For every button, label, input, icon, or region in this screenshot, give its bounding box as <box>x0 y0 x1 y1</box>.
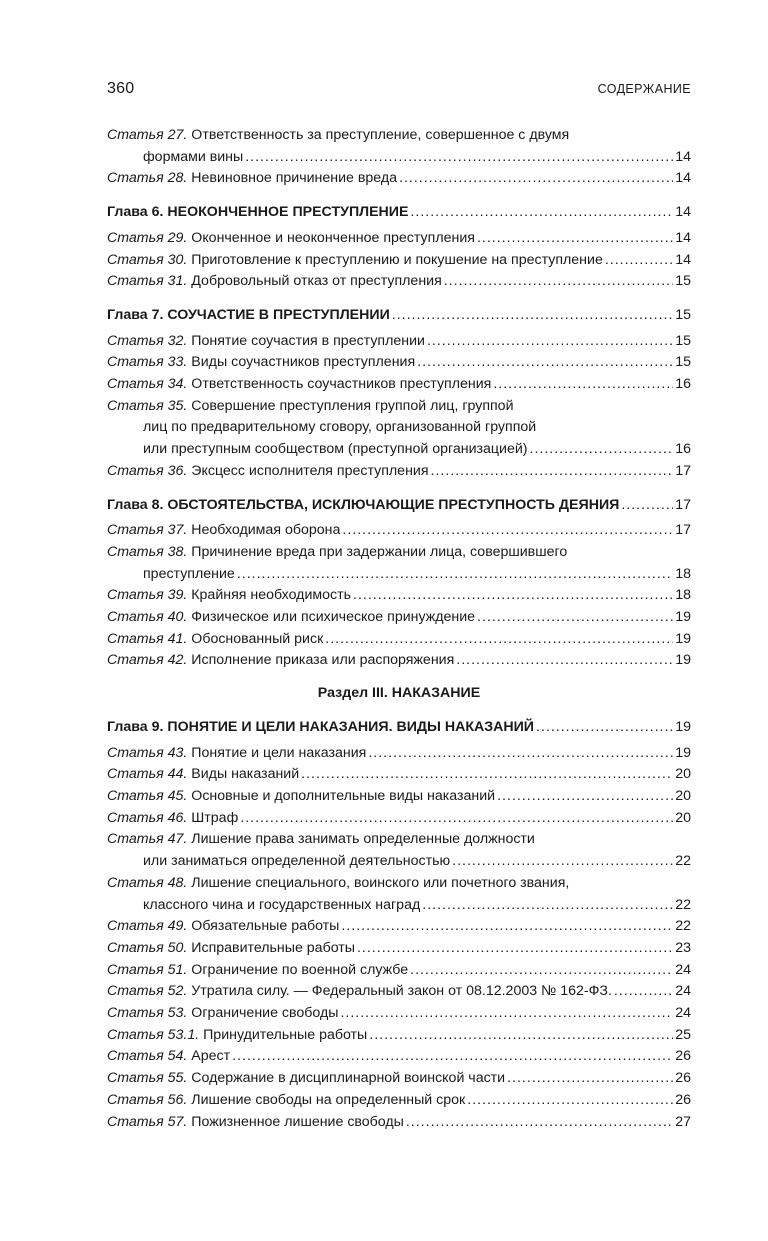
article-title: Штраф <box>191 809 239 826</box>
page-ref: 27 <box>675 1113 691 1130</box>
toc-entry[interactable] <box>107 1068 691 1090</box>
dot-leader <box>605 250 673 272</box>
article-label: Статья 35. <box>107 397 188 414</box>
toc-entry[interactable] <box>107 873 691 895</box>
article-title: Невиновное причинение вреда <box>191 170 398 187</box>
article-title: Исправительные работы <box>191 939 355 956</box>
article-label: Статья 36. <box>107 462 188 479</box>
toc-entry[interactable] <box>107 829 691 851</box>
dot-leader <box>614 981 673 1003</box>
page-ref: 22 <box>675 918 691 935</box>
article-title: Виды соучастников преступления <box>191 354 416 371</box>
dot-leader <box>536 717 673 739</box>
page-ref: 19 <box>675 652 691 669</box>
page-ref: 16 <box>675 441 691 458</box>
page-ref: 16 <box>675 376 691 393</box>
page-ref: 26 <box>675 1070 691 1087</box>
dot-leader <box>369 1025 673 1047</box>
toc-entry[interactable] <box>107 1025 691 1047</box>
article-label: Статья 55. <box>107 1070 188 1087</box>
dot-leader <box>340 1003 673 1025</box>
page-ref: 24 <box>675 983 691 1000</box>
page-number: 360 <box>107 80 135 97</box>
page-ref: 17 <box>675 496 691 513</box>
toc-entry[interactable] <box>107 960 691 982</box>
toc-entry[interactable] <box>107 629 691 651</box>
toc-entry[interactable] <box>107 1003 691 1025</box>
article-title: Утратила силу. — Федеральный закон от 08.12.2003 № 162-ФЗ. <box>191 983 612 1000</box>
toc-entry[interactable] <box>107 764 691 786</box>
article-title: Понятие соучастия в преступлении <box>191 332 425 349</box>
dot-leader <box>427 331 673 353</box>
toc-entry-continuation[interactable] <box>107 439 691 461</box>
toc-entry[interactable] <box>107 1090 691 1112</box>
dot-leader <box>507 1068 673 1090</box>
article-title: Крайняя необходимость <box>191 587 352 604</box>
article-label: Статья 46. <box>107 809 188 826</box>
toc-entry-continuation[interactable] <box>107 895 691 917</box>
toc-entry[interactable] <box>107 1112 691 1134</box>
dot-leader <box>392 305 673 327</box>
dot-leader <box>410 960 673 982</box>
page-ref: 14 <box>675 251 691 268</box>
page-ref: 14 <box>675 204 691 221</box>
dot-leader <box>452 851 673 873</box>
toc-entry[interactable] <box>107 520 691 542</box>
page-ref: 26 <box>675 1091 691 1108</box>
toc-entry[interactable] <box>107 168 691 190</box>
page-ref: 22 <box>675 853 691 870</box>
chapter-title: ОБСТОЯТЕЛЬСТВА, ИСКЛЮЧАЮЩИЕ ПРЕСТУПНОСТЬ ДЕЯНИЯ <box>167 496 620 513</box>
dot-leader <box>410 202 673 224</box>
toc-entry[interactable] <box>107 743 691 765</box>
article-label: Статья 34. <box>107 376 188 393</box>
article-title-continuation: преступление <box>143 565 235 582</box>
article-label: Статья 45. <box>107 787 188 804</box>
toc-entry[interactable] <box>107 396 691 418</box>
dot-leader <box>444 271 673 293</box>
article-title: Ограничение свободы <box>191 1005 339 1022</box>
page-ref: 14 <box>675 229 691 246</box>
article-label: Статья 38. <box>107 543 188 560</box>
page-ref: 19 <box>675 744 691 761</box>
page-ref: 14 <box>675 170 691 187</box>
toc-entry[interactable] <box>107 607 691 629</box>
dot-leader <box>456 650 673 672</box>
page-ref: 24 <box>675 961 691 978</box>
page-ref: 15 <box>675 273 691 290</box>
article-label: Статья 44. <box>107 766 188 783</box>
dot-leader <box>237 564 673 586</box>
chapter-label: Глава 8. <box>107 496 164 513</box>
article-label: Статья 32. <box>107 332 188 349</box>
article-label: Статья 40. <box>107 609 188 626</box>
dot-leader <box>368 743 673 765</box>
article-title: Причинение вреда при задержании лица, совершившего <box>191 543 568 560</box>
toc-entry[interactable] <box>107 981 691 1003</box>
article-title: Совершение преступления группой лиц, группой <box>191 397 514 414</box>
dot-leader <box>477 607 673 629</box>
article-label: Статья 43. <box>107 744 188 761</box>
page-ref: 19 <box>675 718 691 735</box>
article-title: Эксцесс исполнителя преступления <box>191 462 429 479</box>
dot-leader <box>245 147 673 169</box>
dot-leader <box>621 495 673 517</box>
page-ref: 18 <box>675 587 691 604</box>
article-title: Арест <box>191 1048 231 1065</box>
article-label: Статья 29. <box>107 229 188 246</box>
article-title: Ответственность за преступление, совершенное с двумя <box>191 127 570 143</box>
dot-leader <box>399 168 673 190</box>
article-label: Статья 30. <box>107 251 188 268</box>
dot-leader <box>357 938 673 960</box>
page-ref: 23 <box>675 939 691 956</box>
toc-entry-continuation[interactable] <box>107 851 691 873</box>
article-title-continuation: лиц по предварительному сговору, организованной группой <box>143 419 537 436</box>
page-ref: 20 <box>675 809 691 826</box>
page-ref: 14 <box>675 148 691 165</box>
article-label: Статья 49. <box>107 918 188 935</box>
toc-entry[interactable] <box>107 542 691 564</box>
article-title: Ответственность соучастников преступления <box>191 376 492 393</box>
article-title: Основные и дополнительные виды наказаний <box>191 787 496 804</box>
toc-entry-continuation[interactable] <box>107 417 691 439</box>
toc-entry[interactable] <box>107 125 691 147</box>
toc-entry[interactable] <box>107 585 691 607</box>
article-label: Статья 31. <box>107 273 188 290</box>
article-label: Статья 39. <box>107 587 188 604</box>
article-title-continuation: формами вины <box>143 148 244 165</box>
article-label: Статья 56. <box>107 1091 188 1108</box>
article-title: Понятие и цели наказания <box>191 744 367 761</box>
article-title-continuation: классного чина и государственных наград <box>143 896 421 913</box>
running-head: СОДЕРЖАНИЕ <box>597 82 691 96</box>
page-ref: 22 <box>675 896 691 913</box>
section-title[interactable]: Раздел III. НАКАЗАНИЕ <box>317 685 481 702</box>
toc-entry-continuation[interactable] <box>107 147 691 169</box>
dot-leader <box>342 520 673 542</box>
toc-entry[interactable] <box>107 331 691 353</box>
page-ref: 24 <box>675 1005 691 1022</box>
dot-leader <box>301 764 673 786</box>
page-ref: 15 <box>675 306 691 323</box>
page-ref: 17 <box>675 522 691 539</box>
toc-chapter-entry[interactable] <box>107 202 691 224</box>
article-title: Пожизненное лишение свободы <box>191 1113 404 1130</box>
toc-entry[interactable] <box>107 250 691 272</box>
dot-leader <box>353 585 673 607</box>
article-title: Обязательные работы <box>191 918 340 935</box>
chapter-title: ПОНЯТИЕ И ЦЕЛИ НАКАЗАНИЯ. ВИДЫ НАКАЗАНИЙ <box>167 718 535 735</box>
chapter-title: НЕОКОНЧЕННОЕ ПРЕСТУПЛЕНИЕ <box>167 204 409 221</box>
chapter-label: Глава 6. <box>107 204 164 221</box>
page-ref: 20 <box>675 766 691 783</box>
article-label: Статья 50. <box>107 939 188 956</box>
page-ref: 15 <box>675 332 691 349</box>
article-title: Ограничение по военной службе <box>191 961 409 978</box>
article-label: Статья 41. <box>107 630 188 647</box>
toc-entry[interactable] <box>107 650 691 672</box>
page-ref: 19 <box>675 630 691 647</box>
dot-leader <box>497 786 673 808</box>
dot-leader <box>467 1090 673 1112</box>
page-ref: 18 <box>675 565 691 582</box>
chapter-label: Глава 9. <box>107 718 164 735</box>
article-label: Статья 53.1. <box>107 1026 200 1043</box>
article-title: Принудительные работы <box>203 1026 368 1043</box>
dot-leader <box>240 808 673 830</box>
dot-leader <box>477 228 673 250</box>
article-title-continuation: или преступным сообществом (преступной организацией) <box>143 441 528 458</box>
dot-leader <box>232 1046 673 1068</box>
article-title: Оконченное и неоконченное преступления <box>191 229 475 246</box>
article-label: Статья 27. <box>107 127 188 143</box>
article-title: Лишение права занимать определенные должности <box>191 831 535 848</box>
page-header <box>107 80 691 104</box>
article-label: Статья 28. <box>107 170 188 187</box>
article-label: Статья 33. <box>107 354 188 371</box>
article-label: Статья 54. <box>107 1048 188 1065</box>
page-ref: 15 <box>675 354 691 371</box>
table-of-contents <box>107 125 691 1133</box>
article-title: Лишение свободы на определенный срок <box>191 1091 466 1108</box>
article-label: Статья 57. <box>107 1113 188 1130</box>
article-label: Статья 52. <box>107 983 188 1000</box>
dot-leader <box>325 629 673 651</box>
dot-leader <box>530 439 674 461</box>
dot-leader <box>422 895 673 917</box>
article-title: Лишение специального, воинского или почетного звания, <box>191 874 570 891</box>
article-title: Необходимая оборона <box>191 522 341 539</box>
page-ref: 20 <box>675 787 691 804</box>
toc-entry[interactable] <box>107 916 691 938</box>
dot-leader <box>431 461 674 483</box>
page-ref: 25 <box>675 1026 691 1043</box>
article-label: Статья 42. <box>107 652 188 669</box>
toc-entry[interactable] <box>107 461 691 483</box>
toc-entry[interactable] <box>107 1046 691 1068</box>
toc-chapter-entry[interactable] <box>107 495 691 517</box>
article-title: Физическое или психическое принуждение <box>191 609 476 626</box>
dot-leader <box>341 916 673 938</box>
toc-entry[interactable] <box>107 271 691 293</box>
toc-entry[interactable] <box>107 808 691 830</box>
article-label: Статья 51. <box>107 961 188 978</box>
article-title: Обоснованный риск <box>191 630 324 647</box>
page-ref: 19 <box>675 609 691 626</box>
article-title: Исполнение приказа или распоряжения <box>191 652 455 669</box>
toc-entry[interactable] <box>107 352 691 374</box>
dot-leader <box>417 352 673 374</box>
dot-leader <box>406 1112 673 1134</box>
article-title-continuation: или заниматься определенной деятельностью <box>143 853 451 870</box>
toc-chapter-entry[interactable] <box>107 305 691 327</box>
article-title: Добровольный отказ от преступления <box>191 273 442 290</box>
article-title: Приготовление к преступлению и покушение на преступление <box>191 251 603 268</box>
page-ref: 17 <box>675 462 691 479</box>
toc-entry[interactable] <box>107 938 691 960</box>
article-label: Статья 48. <box>107 874 188 891</box>
dot-leader <box>493 374 673 396</box>
toc-entry[interactable] <box>107 228 691 250</box>
article-label: Статья 37. <box>107 522 188 539</box>
chapter-label: Глава 7. <box>107 306 164 323</box>
toc-entry[interactable] <box>107 786 691 808</box>
page-ref: 26 <box>675 1048 691 1065</box>
article-title: Содержание в дисциплинарной воинской части <box>191 1070 506 1087</box>
toc-entry-continuation[interactable] <box>107 564 691 586</box>
article-label: Статья 53. <box>107 1005 188 1022</box>
toc-chapter-entry[interactable] <box>107 717 691 739</box>
toc-entry[interactable] <box>107 374 691 396</box>
article-title: Виды наказаний <box>191 766 300 783</box>
article-label: Статья 47. <box>107 831 188 848</box>
chapter-title: СОУЧАСТИЕ В ПРЕСТУПЛЕНИИ <box>167 306 390 323</box>
